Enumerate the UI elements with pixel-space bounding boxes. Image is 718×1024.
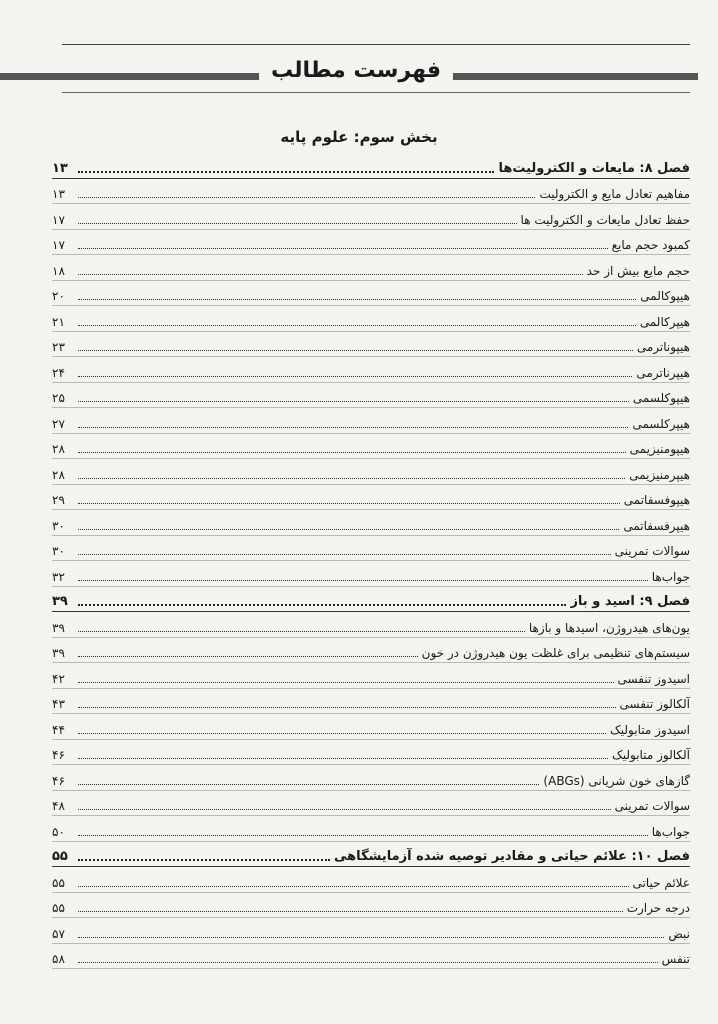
dot-leader — [78, 223, 517, 224]
toc-page-number: ۲۴ — [52, 365, 65, 380]
header-underline — [62, 92, 690, 93]
toc-entry-title: علائم حیاتی — [632, 875, 690, 890]
toc-page-number: ۳۹ — [52, 594, 68, 609]
toc-entry-title: درجه حرارت — [626, 901, 690, 915]
toc-page-number: ۵۰ — [52, 824, 65, 839]
toc-entry-title: فصل ۹: اسید و باز — [570, 594, 690, 609]
toc-page-number: ۵۵ — [52, 849, 68, 864]
toc-entry-row — [52, 867, 690, 893]
toc-page-number: ۱۷ — [52, 238, 65, 252]
dot-leader — [78, 758, 608, 759]
toc-entry-title: آلکالوز متابولیک — [612, 748, 690, 762]
toc-page-number: ۳۹ — [52, 646, 65, 660]
dot-leader — [78, 784, 539, 785]
toc-entry-title: یون‌های هیدروژن، اسیدها و بازها — [528, 620, 690, 635]
toc-entry-row — [52, 536, 690, 562]
toc-entry-row — [52, 714, 690, 740]
dot-leader — [78, 299, 636, 300]
toc-entry-row — [52, 612, 690, 638]
toc-page-number: ۲۳ — [52, 340, 65, 354]
toc-entry-row — [52, 179, 690, 205]
toc-entry-row — [52, 332, 690, 358]
dot-leader — [78, 376, 632, 377]
toc-page-number: ۲۸ — [52, 467, 65, 482]
toc-entry-row — [52, 765, 690, 791]
toc-entry-row — [52, 408, 690, 434]
dot-leader — [78, 274, 583, 275]
toc-page-number: ۲۸ — [52, 442, 65, 456]
toc-entry-row — [52, 204, 690, 230]
toc-entry-row — [52, 230, 690, 256]
toc-page-number: ۵۸ — [52, 952, 65, 966]
dot-leader — [78, 911, 623, 912]
toc-page-number: ۴۲ — [52, 671, 65, 686]
dot-leader — [78, 656, 418, 657]
toc-entry-row — [52, 561, 690, 587]
toc-entry-row — [52, 918, 690, 944]
toc-entry-title: هیپوکالمی — [640, 289, 690, 303]
toc-page-number: ۳۰ — [52, 518, 65, 533]
toc-entry-row — [52, 281, 690, 307]
toc-entry-row — [52, 638, 690, 664]
toc-entry-title: گازهای خون شریانی (ABGs) — [543, 773, 690, 788]
toc-entry-row — [52, 816, 690, 842]
toc-page-number: ۲۵ — [52, 391, 65, 405]
toc-entry-title: هیپرکالمی — [639, 314, 690, 329]
dot-leader — [78, 171, 494, 173]
dot-leader — [78, 631, 525, 632]
toc-entry-row — [52, 485, 690, 511]
toc-entry-title: هیپرکلسمی — [632, 416, 690, 431]
dot-leader — [78, 707, 616, 708]
toc-page-number: ۲۹ — [52, 493, 65, 507]
toc-page-number: ۱۳ — [52, 187, 65, 201]
toc-entry-title: سوالات تمرینی — [614, 544, 690, 558]
dot-leader — [78, 478, 625, 479]
toc-entry-title: هیپرناترمی — [636, 365, 690, 380]
toc-entry-row — [52, 383, 690, 409]
toc-entry-row — [52, 459, 690, 485]
toc-page-number: ۳۹ — [52, 620, 65, 635]
toc-entry-title: هیپوناترمی — [636, 340, 690, 354]
dot-leader — [78, 604, 566, 606]
dot-leader — [78, 886, 629, 887]
dot-leader — [78, 554, 611, 555]
toc-entry-title: هیپرمنیزیمی — [629, 467, 690, 482]
toc-page-number: ۱۸ — [52, 263, 65, 278]
toc-entry-row — [52, 893, 690, 919]
dot-leader — [78, 733, 606, 734]
toc-entry-title: هیپومنیزیمی — [629, 442, 690, 456]
toc-entry-title: جواب‌ها — [651, 569, 690, 584]
toc-entry-title: کمبود حجم مایع — [611, 238, 690, 252]
toc-page-number: ۴۶ — [52, 773, 65, 788]
dot-leader — [78, 937, 664, 938]
page-title: فهرست مطالب — [259, 58, 453, 83]
toc-entry-row — [52, 510, 690, 536]
toc-page-number: ۲۷ — [52, 416, 65, 431]
toc-page-number: ۳۲ — [52, 569, 65, 584]
toc-entry-title: جواب‌ها — [651, 824, 690, 839]
toc-page-number: ۱۳ — [52, 160, 68, 176]
dot-leader — [78, 859, 330, 861]
dot-leader — [78, 529, 619, 530]
toc-page-number: ۲۰ — [52, 289, 65, 303]
dot-leader — [78, 962, 658, 963]
toc-entry-row — [52, 663, 690, 689]
top-rule — [62, 44, 690, 45]
toc-entry-row — [52, 689, 690, 715]
toc-entry-title: نبض — [668, 926, 690, 941]
toc-page-number: ۳۰ — [52, 544, 65, 558]
toc-entry-title: فصل ۸: مایعات و الکترولیت‌ها — [498, 160, 690, 176]
toc-entry-title: فصل ۱۰: علائم حیاتی و مقادیر توصیه شده آزمایشگاهی — [334, 849, 690, 864]
dot-leader — [78, 452, 626, 453]
toc-entry-row — [52, 944, 690, 970]
dot-leader — [78, 248, 608, 249]
toc-entry-title: تنفس — [661, 952, 690, 966]
dot-leader — [78, 325, 636, 326]
dot-leader — [78, 427, 628, 428]
toc-page-number: ۵۵ — [52, 901, 65, 915]
toc-page-number: ۱۷ — [52, 212, 65, 227]
dot-leader — [78, 580, 648, 581]
toc-entry-title: مفاهیم تعادل مایع و الکترولیت — [539, 187, 690, 201]
toc-entry-title: هیپوفسفاتمی — [623, 493, 690, 507]
dot-leader — [78, 350, 633, 351]
toc-entry-title: هیپوکلسمی — [632, 391, 690, 405]
toc-page-number: ۵۵ — [52, 875, 65, 890]
toc-entry-title: حفظ تعادل مایعات و الکترولیت ها — [520, 212, 690, 227]
dot-leader — [78, 682, 614, 683]
dot-leader — [78, 503, 620, 504]
toc-entry-title: آلکالوز تنفسی — [619, 697, 690, 711]
toc-entry-row — [52, 306, 690, 332]
dot-leader — [78, 401, 629, 402]
section-title: بخش سوم: علوم پایه — [280, 128, 438, 146]
toc-chapter-row — [52, 153, 690, 179]
toc-chapter-row — [52, 842, 690, 868]
dot-leader — [78, 197, 535, 198]
table-of-contents — [52, 153, 690, 969]
toc-page-number: ۴۶ — [52, 748, 65, 762]
toc-entry-row — [52, 357, 690, 383]
toc-entry-title: اسیدوز تنفسی — [617, 671, 690, 686]
toc-entry-row — [52, 740, 690, 766]
toc-entry-title: حجم مایع بیش از حد — [586, 263, 690, 278]
toc-page-number: ۴۴ — [52, 722, 65, 737]
toc-entry-title: سیستم‌های تنظیمی برای غلظت یون هیدروژن در خون — [421, 646, 690, 660]
dot-leader — [78, 809, 611, 810]
toc-entry-title: هیپرفسفاتمی — [623, 518, 690, 533]
toc-page-number: ۵۷ — [52, 926, 65, 941]
toc-page-number: ۲۱ — [52, 314, 65, 329]
toc-entry-row — [52, 255, 690, 281]
dot-leader — [78, 835, 648, 836]
toc-page-number: ۴۸ — [52, 799, 65, 813]
toc-entry-row — [52, 434, 690, 460]
toc-entry-title: اسیدوز متابولیک — [610, 722, 690, 737]
toc-entry-row — [52, 791, 690, 817]
toc-page-number: ۴۳ — [52, 697, 65, 711]
toc-entry-title: سوالات تمرینی — [614, 799, 690, 813]
toc-chapter-row — [52, 587, 690, 613]
